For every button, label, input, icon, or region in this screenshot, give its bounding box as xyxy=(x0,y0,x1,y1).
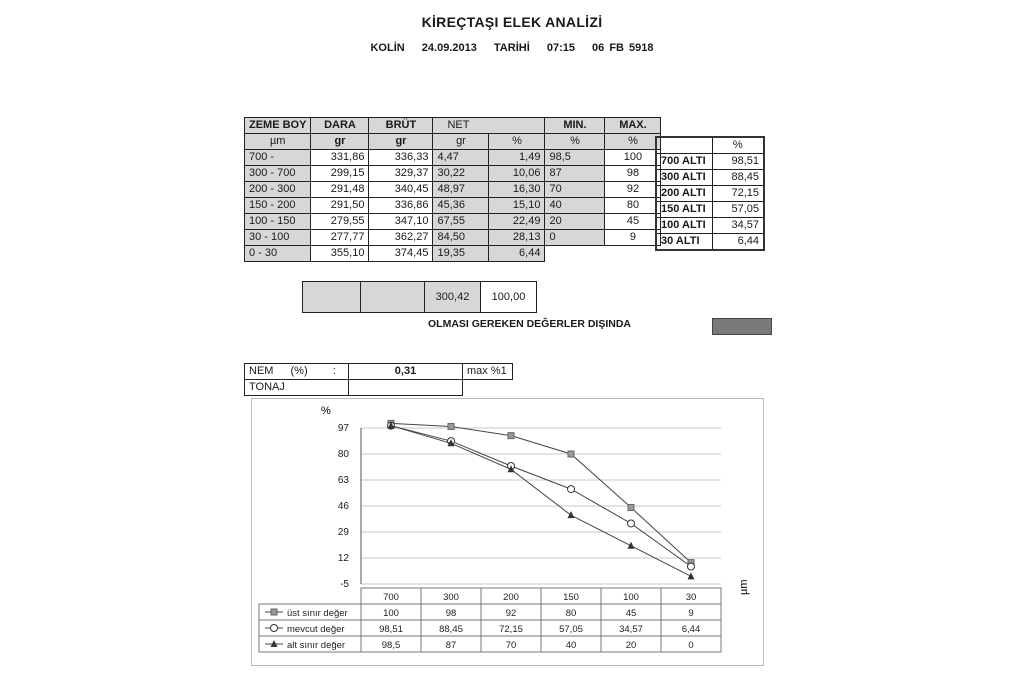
report-date: 24.09.2013 xyxy=(421,42,477,54)
data-label: 88,45 xyxy=(439,624,463,635)
data-label: 100 xyxy=(383,608,399,619)
data-point-upper xyxy=(508,433,514,439)
data-label: 34,57 xyxy=(619,624,643,635)
brut-cell: 329,37 xyxy=(369,166,433,182)
max-cell: 100 xyxy=(605,150,661,166)
col-header-brut: BRÜT xyxy=(369,118,433,134)
data-point-upper xyxy=(448,423,454,429)
chart-y-label: % xyxy=(321,405,331,417)
data-label: 98,51 xyxy=(379,624,403,635)
data-label: 87 xyxy=(445,640,457,651)
brut-cell: 336,86 xyxy=(369,198,433,214)
alti-value: 98,51 xyxy=(712,154,764,170)
dara-cell: 299,15 xyxy=(311,166,369,182)
series-line-1 xyxy=(391,426,691,567)
min-cell: 70 xyxy=(545,182,605,198)
alti-label: 700 ALTI xyxy=(656,154,712,170)
data-label: 57,05 xyxy=(559,624,583,635)
alti-row xyxy=(656,234,764,251)
brut-cell: 340,45 xyxy=(369,182,433,198)
data-point-current xyxy=(688,563,695,570)
data-label: 20 xyxy=(625,640,637,651)
tonaj-label: TONAJ xyxy=(245,380,349,396)
header-row-1 xyxy=(245,118,661,134)
data-label: 45 xyxy=(625,608,637,619)
size-cell: 200 - 300 xyxy=(245,182,311,198)
net-gr-cell: 84,50 xyxy=(433,230,489,246)
report-time: 07:15 xyxy=(546,42,575,54)
chart-x-label: µm xyxy=(738,579,750,595)
alti-label: 200 ALTI xyxy=(656,186,712,202)
total-net-gr: 300,42 xyxy=(425,282,481,313)
alti-value: 57,05 xyxy=(712,202,764,218)
dara-cell: 355,10 xyxy=(311,246,369,262)
max-cell: 92 xyxy=(605,182,661,198)
nem-label: NEM xyxy=(249,365,274,377)
dara-cell: 291,50 xyxy=(311,198,369,214)
data-point-upper xyxy=(628,505,634,511)
size-cell: 30 - 100 xyxy=(245,230,311,246)
max-cell: 98 xyxy=(605,166,661,182)
data-label: 92 xyxy=(505,608,517,619)
max-cell: 45 xyxy=(605,214,661,230)
x-category-label: 30 xyxy=(685,592,697,603)
legend-square-icon xyxy=(271,609,277,615)
data-label: 70 xyxy=(505,640,517,651)
brut-cell: 347,10 xyxy=(369,214,433,230)
dara-cell: 277,77 xyxy=(311,230,369,246)
x-category-label: 700 xyxy=(383,592,399,603)
total-net-pct: 100,00 xyxy=(481,282,537,313)
size-cell: 300 - 700 xyxy=(245,166,311,182)
data-label: 6,44 xyxy=(681,624,701,635)
max-cell: 9 xyxy=(605,230,661,246)
unit-size: µm xyxy=(245,134,311,150)
alti-label: 300 ALTI xyxy=(656,170,712,186)
alti-row xyxy=(656,154,764,170)
brut-cell: 336,33 xyxy=(369,150,433,166)
table-row xyxy=(245,150,661,166)
net-pct-cell: 10,06 xyxy=(489,166,545,182)
net-pct-cell: 22,49 xyxy=(489,214,545,230)
data-label: 72,15 xyxy=(499,624,523,635)
x-category-label: 300 xyxy=(443,592,459,603)
table-row xyxy=(245,246,661,262)
page-subtitle xyxy=(0,42,1024,54)
y-tick-label: 29 xyxy=(337,527,349,538)
company-name: KOLİN xyxy=(370,42,405,54)
data-point-lower xyxy=(628,542,635,549)
data-point-lower xyxy=(688,572,695,579)
legend-entry: mevcut değer xyxy=(287,624,345,635)
table-row xyxy=(245,182,661,198)
sieve-analysis-table xyxy=(244,117,661,262)
max-cell: 80 xyxy=(605,198,661,214)
table-row xyxy=(245,230,661,246)
data-label: 9 xyxy=(688,608,694,619)
size-cell: 100 - 150 xyxy=(245,214,311,230)
y-tick-label: 46 xyxy=(337,501,349,512)
y-tick-label: 63 xyxy=(337,475,349,486)
data-label: 40 xyxy=(565,640,577,651)
alti-value: 6,44 xyxy=(712,234,764,251)
col-header-max: MAX. xyxy=(605,118,661,134)
alti-col-header: % xyxy=(712,137,764,154)
min-cell: 20 xyxy=(545,214,605,230)
brut-cell: 362,27 xyxy=(369,230,433,246)
nem-value: 0,31 xyxy=(349,364,463,380)
net-pct-cell: 16,30 xyxy=(489,182,545,198)
net-gr-cell: 19,35 xyxy=(433,246,489,262)
alti-label: 30 ALTI xyxy=(656,234,712,251)
y-tick-label: 97 xyxy=(337,423,349,434)
x-category-label: 100 xyxy=(623,592,639,603)
net-gr-cell: 45,36 xyxy=(433,198,489,214)
y-tick-label: -5 xyxy=(340,579,349,590)
min-cell: 98,5 xyxy=(545,150,605,166)
alti-row xyxy=(656,170,764,186)
data-point-current xyxy=(628,520,635,527)
net-pct-cell: 1,49 xyxy=(489,150,545,166)
nem-colon: : xyxy=(332,365,336,377)
tonaj-value xyxy=(349,380,463,396)
alti-label: 100 ALTI xyxy=(656,218,712,234)
data-label: 80 xyxy=(565,608,577,619)
data-point-lower xyxy=(568,511,575,518)
table-row xyxy=(245,198,661,214)
totals-box xyxy=(302,281,537,313)
data-point-upper xyxy=(568,451,574,457)
legend-entry: üst sınır değer xyxy=(287,608,348,619)
sieve-curve-chart xyxy=(251,398,762,664)
alti-value: 88,45 xyxy=(712,170,764,186)
min-cell: 0 xyxy=(545,230,605,246)
unit-net-pct: % xyxy=(489,134,545,150)
data-point-current xyxy=(568,486,575,493)
net-gr-cell: 4,47 xyxy=(433,150,489,166)
size-cell: 0 - 30 xyxy=(245,246,311,262)
moisture-table xyxy=(244,363,513,396)
unit-dara: gr xyxy=(311,134,369,150)
net-pct-cell: 28,13 xyxy=(489,230,545,246)
page-title: KİREÇTAŞI ELEK ANALİZİ xyxy=(421,14,603,30)
net-gr-cell: 67,55 xyxy=(433,214,489,230)
unit-net-gr: gr xyxy=(433,134,489,150)
table-row xyxy=(245,166,661,182)
col-header-dara: DARA xyxy=(311,118,369,134)
alti-value: 72,15 xyxy=(712,186,764,202)
y-tick-label: 80 xyxy=(337,449,349,460)
dara-cell: 291,48 xyxy=(311,182,369,198)
legend-circle-icon xyxy=(271,625,278,632)
passing-percent-table xyxy=(655,136,765,251)
unit-min: % xyxy=(545,134,605,150)
alti-label: 150 ALTI xyxy=(656,202,712,218)
data-label: 98 xyxy=(445,608,457,619)
alti-header-row xyxy=(656,137,764,154)
net-pct-cell: 15,10 xyxy=(489,198,545,214)
alti-value: 34,57 xyxy=(712,218,764,234)
dara-cell: 279,55 xyxy=(311,214,369,230)
legend-entry: alt sınır değer xyxy=(287,640,346,651)
nem-unit: (%) xyxy=(290,365,308,377)
alti-row xyxy=(656,202,764,218)
alti-row xyxy=(656,186,764,202)
series-line-2 xyxy=(391,426,691,577)
x-category-label: 200 xyxy=(503,592,519,603)
size-cell: 150 - 200 xyxy=(245,198,311,214)
x-category-label: 150 xyxy=(563,592,579,603)
dara-cell: 331,86 xyxy=(311,150,369,166)
unit-brut: gr xyxy=(369,134,433,150)
y-tick-label: 12 xyxy=(337,553,349,564)
plate-number: 06 FB 5918 xyxy=(592,42,654,54)
brut-cell: 374,45 xyxy=(369,246,433,262)
col-header-size: ZEME BOY xyxy=(245,118,311,134)
data-label: 98,5 xyxy=(381,640,401,651)
header-row-2 xyxy=(245,134,661,150)
time-label: TARİHİ xyxy=(493,42,530,54)
nem-label-cell xyxy=(245,364,349,380)
nem-limit: max %1 xyxy=(463,364,513,380)
out-of-range-note: OLMASI GEREKEN DEĞERLER DIŞINDA xyxy=(428,318,632,330)
series-line-0 xyxy=(391,423,691,562)
table-row xyxy=(245,214,661,230)
max-cell xyxy=(605,246,661,262)
size-cell: 700 - xyxy=(245,150,311,166)
min-cell: 40 xyxy=(545,198,605,214)
unit-max: % xyxy=(605,134,661,150)
min-cell: 87 xyxy=(545,166,605,182)
net-gr-cell: 30,22 xyxy=(433,166,489,182)
data-label: 0 xyxy=(688,640,694,651)
min-cell xyxy=(545,246,605,262)
col-header-min: MIN. xyxy=(545,118,605,134)
out-of-range-swatch xyxy=(712,318,772,335)
col-header-net: NET xyxy=(433,118,545,134)
alti-row xyxy=(656,218,764,234)
net-pct-cell: 6,44 xyxy=(489,246,545,262)
net-gr-cell: 48,97 xyxy=(433,182,489,198)
